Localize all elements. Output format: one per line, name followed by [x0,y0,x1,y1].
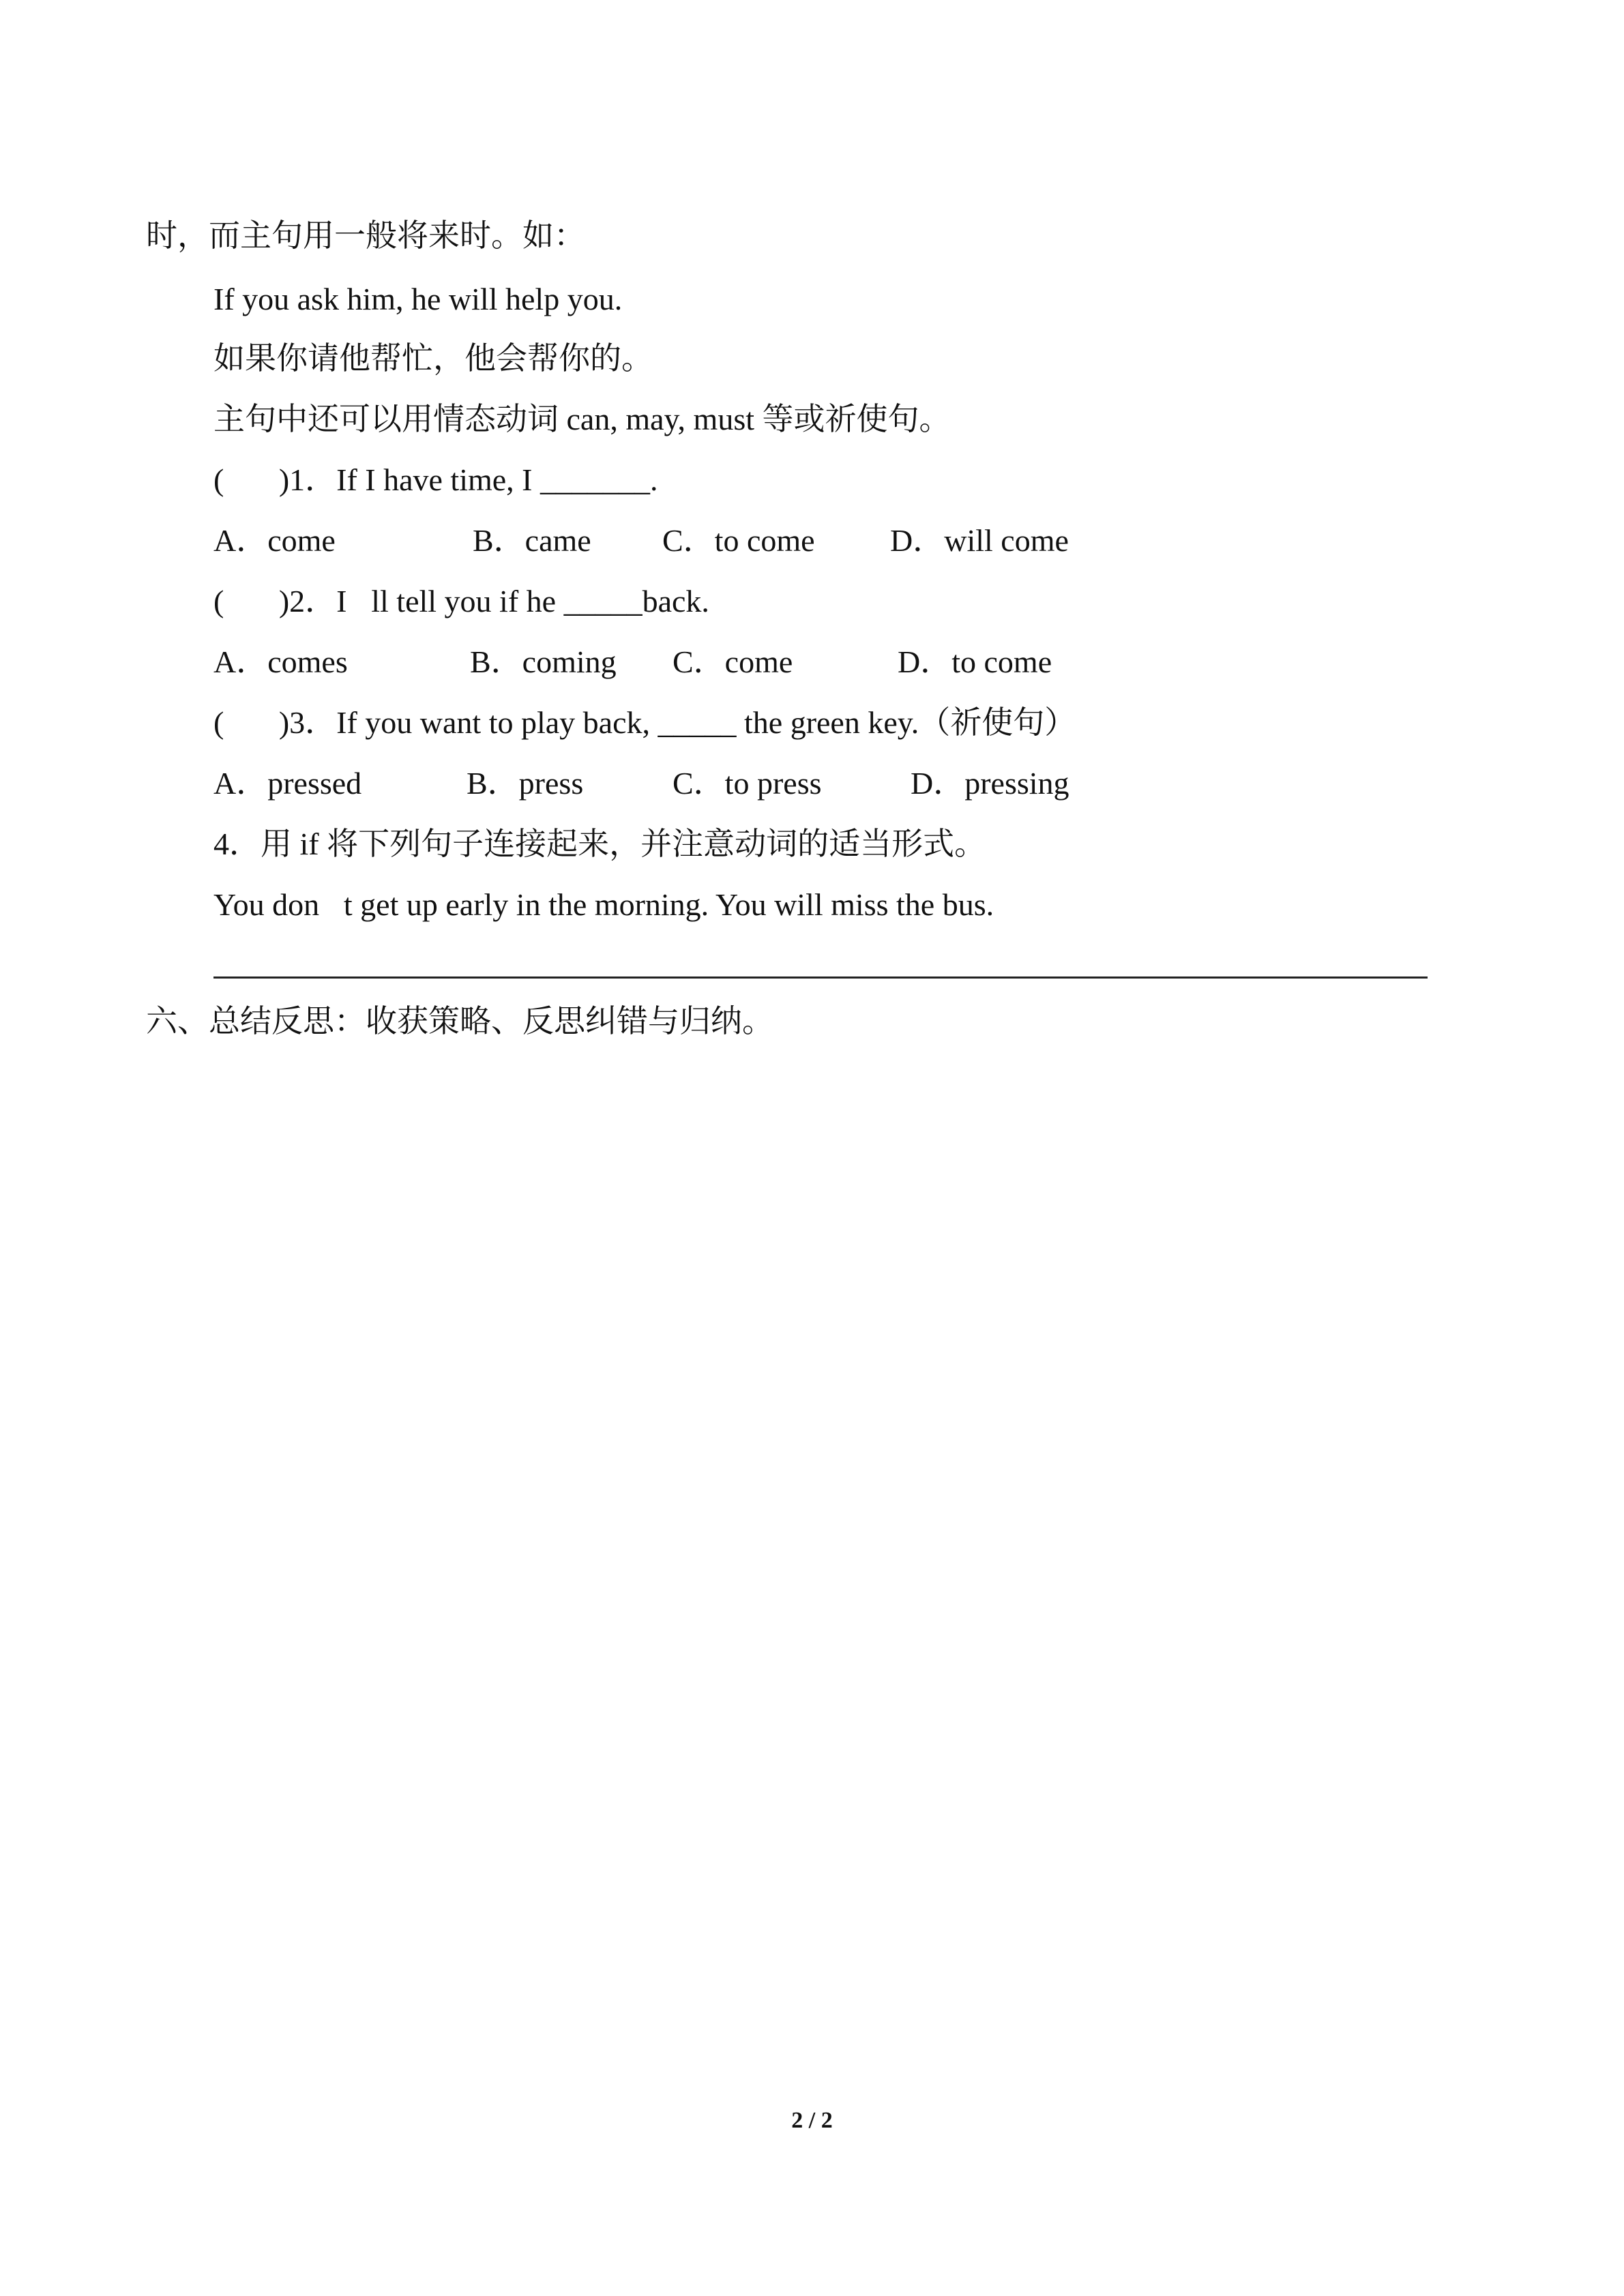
question-2-option-a: A．comes [213,644,348,679]
section-6-heading: 六、总结反思：收获策略、反思纠错与归纳。 [146,1004,773,1039]
question-1-stem: ( )1．If I have time, I _______. [213,462,658,497]
page-number: 2 / 2 [791,2108,833,2133]
question-1-option-b: B．came [473,523,591,558]
example-english: If you ask him, he will help you. [213,282,623,316]
task-4-sentence: You don t get up early in the morning. You will miss the bus. [213,887,994,922]
question-2-option-b: B．coming [470,644,617,679]
question-2-option-d: D．to come [898,644,1052,679]
question-1-option-c: C．to come [662,523,815,558]
question-3-option-c: C．to press [673,766,822,801]
answer-line[interactable] [213,976,1428,979]
question-3-option-b: B．press [467,766,584,801]
example-chinese: 如果你请他帮忙，他会帮你的。 [213,341,653,376]
question-3-option-a: A．pressed [213,766,362,801]
question-2-stem: ( )2．I ll tell you if he _____back. [213,584,709,618]
question-2-option-c: C．come [673,644,793,679]
grammar-note: 主句中还可以用情态动词 can, may, must 等或祈使句。 [213,402,951,436]
question-1-option-d: D．will come [890,523,1069,558]
question-3-stem: ( )3．If you want to play back, _____ the green key.（祈使句） [213,705,1076,740]
question-3-option-d: D．pressing [911,766,1069,801]
question-1-option-a: A．come [213,523,336,558]
intro-continuation: 时，而主句用一般将来时。如： [146,218,585,253]
task-4-instruction: 4．用 if 将下列句子连接起来，并注意动词的适当形式。 [213,826,986,861]
